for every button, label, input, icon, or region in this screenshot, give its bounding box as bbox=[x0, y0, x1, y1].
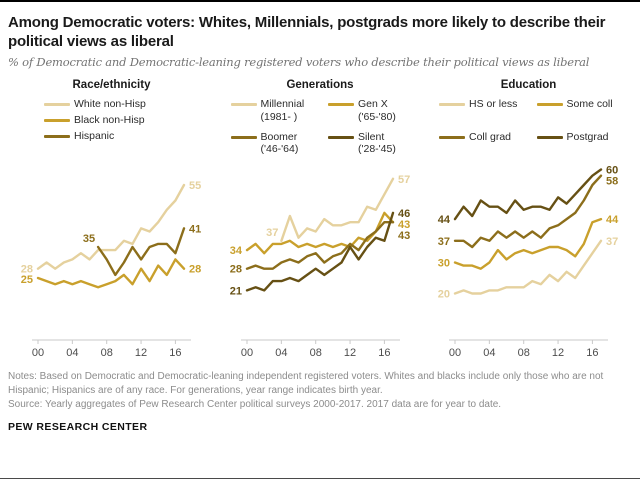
legend-label: Black non-Hisp bbox=[74, 113, 145, 126]
legend-swatch-icon bbox=[439, 136, 465, 139]
panel-education bbox=[425, 77, 632, 362]
series-start-label: 21 bbox=[229, 285, 242, 298]
legend-swatch-icon bbox=[231, 136, 257, 139]
series-start-label: 25 bbox=[20, 274, 33, 287]
legend bbox=[425, 98, 632, 160]
series-start-label: 30 bbox=[437, 257, 450, 270]
legend bbox=[217, 98, 424, 160]
legend-item-some-coll bbox=[537, 98, 631, 125]
legend-label: HS or less bbox=[469, 98, 518, 111]
legend-label: Gen X ('65-'80) bbox=[358, 98, 396, 123]
series-end-label: 58 bbox=[606, 175, 619, 188]
source-line: Source: Yearly aggregates of Pew Research Center political surveys 2000-2017. 2017 data are for year to date. bbox=[8, 398, 502, 410]
legend-swatch-icon bbox=[44, 119, 70, 122]
panel-generations bbox=[217, 77, 424, 362]
legend-swatch-icon bbox=[44, 103, 70, 106]
x-tick-label: 12 bbox=[551, 347, 565, 360]
chart-area bbox=[8, 160, 215, 362]
series-start-label: 34 bbox=[229, 245, 242, 258]
series-end-label: 60 bbox=[606, 164, 619, 177]
x-tick-label: 08 bbox=[100, 347, 113, 360]
legend-label: White non-Hisp bbox=[74, 98, 146, 111]
chart-notes bbox=[8, 370, 628, 411]
x-axis bbox=[449, 340, 608, 359]
legend-item-hispanic bbox=[44, 130, 215, 143]
legend bbox=[8, 98, 215, 160]
x-tick-label: 00 bbox=[240, 347, 253, 360]
x-tick-label: 04 bbox=[274, 347, 287, 360]
x-axis bbox=[32, 340, 191, 359]
legend-label: Millennial (1981- ) bbox=[260, 98, 305, 123]
series-line-postgrad bbox=[455, 170, 601, 220]
x-tick-label: 04 bbox=[483, 347, 496, 360]
series-line-black-non-hisp bbox=[38, 259, 184, 287]
series-start-label-hispanic: 35 bbox=[82, 233, 96, 246]
x-tick-label: 12 bbox=[343, 347, 356, 360]
legend-item-postgrad bbox=[537, 131, 631, 158]
series-start-label: 44 bbox=[437, 214, 450, 227]
chart-area bbox=[425, 160, 632, 362]
series-start-label: 28 bbox=[20, 263, 33, 276]
legend-swatch-icon bbox=[328, 136, 354, 139]
x-axis bbox=[240, 340, 399, 359]
series-start-label-millennial: 37 bbox=[265, 226, 278, 239]
series-end-label: 43 bbox=[397, 229, 410, 242]
series-start-label: 28 bbox=[229, 263, 242, 276]
series-end-label: 46 bbox=[397, 207, 410, 220]
legend-swatch-icon bbox=[44, 135, 70, 138]
legend-swatch-icon bbox=[537, 103, 563, 106]
x-tick-label: 00 bbox=[31, 347, 45, 360]
legend-item-white-non-hisp bbox=[44, 98, 215, 111]
legend-item-black-non-hisp bbox=[44, 114, 215, 127]
series-line-some-coll bbox=[455, 219, 601, 269]
panel-title: Generations bbox=[286, 79, 354, 92]
page-title: Among Democratic voters: Whites, Millennials, postgrads more likely to describe their political views as liberal bbox=[8, 14, 606, 51]
legend-item-millennial bbox=[231, 98, 325, 125]
series-end-label: 28 bbox=[189, 263, 202, 276]
x-tick-label: 04 bbox=[66, 347, 79, 360]
legend-label: Hispanic bbox=[74, 129, 115, 142]
series-start-label: 37 bbox=[437, 235, 450, 248]
series-end-label: 41 bbox=[189, 223, 202, 236]
series-line-coll-grad bbox=[455, 176, 601, 247]
x-tick-label: 00 bbox=[448, 347, 462, 360]
chart-area bbox=[217, 160, 424, 362]
legend-swatch-icon bbox=[328, 103, 354, 106]
series-line-white-non-hisp bbox=[38, 185, 184, 269]
legend-item-boomer bbox=[231, 131, 325, 158]
notes-line: Notes: Based on Democratic and Democratic-leaning independent registered voters. Whites and blacks include only those who are not Hispanic; Hispanics are of any race. For generations, year range indicates birth year. bbox=[8, 371, 604, 396]
x-tick-label: 16 bbox=[586, 347, 599, 360]
legend-swatch-icon bbox=[537, 136, 563, 139]
x-tick-label: 16 bbox=[169, 347, 182, 360]
series-end-label: 57 bbox=[397, 173, 410, 186]
line-chart-race-ethnicity bbox=[8, 160, 215, 362]
legend-item-coll-grad bbox=[439, 131, 533, 158]
legend-label: Postgrad bbox=[566, 130, 609, 143]
legend-swatch-icon bbox=[439, 103, 465, 106]
pew-research-center-wordmark: PEW RESEARCH CENTER bbox=[8, 421, 148, 434]
x-tick-label: 08 bbox=[309, 347, 322, 360]
legend-item-silent bbox=[328, 131, 422, 158]
x-tick-label: 16 bbox=[377, 347, 391, 360]
legend-item-hs-or-less bbox=[439, 98, 533, 125]
panel-race-ethnicity bbox=[8, 77, 215, 362]
legend-label: Boomer ('46-'64) bbox=[260, 130, 299, 156]
panel-title: Education bbox=[500, 79, 557, 92]
panel-title: Race/ethnicity bbox=[72, 79, 151, 92]
x-tick-label: 08 bbox=[517, 347, 530, 360]
page bbox=[0, 2, 640, 433]
bottom-divider bbox=[0, 478, 640, 479]
chart-panels bbox=[8, 77, 632, 362]
legend-label: Silent ('28-'45) bbox=[358, 130, 396, 156]
legend-label: Some coll bbox=[566, 98, 613, 111]
series-end-label: 43 bbox=[397, 218, 410, 231]
legend-swatch-icon bbox=[231, 103, 257, 106]
line-chart-education bbox=[425, 160, 632, 362]
legend-label: Coll grad bbox=[469, 130, 512, 143]
line-chart-generations bbox=[217, 160, 424, 362]
legend-item-gen-x bbox=[328, 98, 422, 125]
x-tick-label: 12 bbox=[134, 347, 148, 360]
series-end-label: 37 bbox=[606, 235, 619, 248]
series-end-label: 44 bbox=[606, 214, 619, 227]
series-end-label: 55 bbox=[189, 180, 202, 193]
page-subtitle: % of Democratic and Democratic-leaning registered voters who describe their political views as liberal bbox=[8, 55, 590, 70]
series-start-label: 20 bbox=[437, 288, 450, 301]
